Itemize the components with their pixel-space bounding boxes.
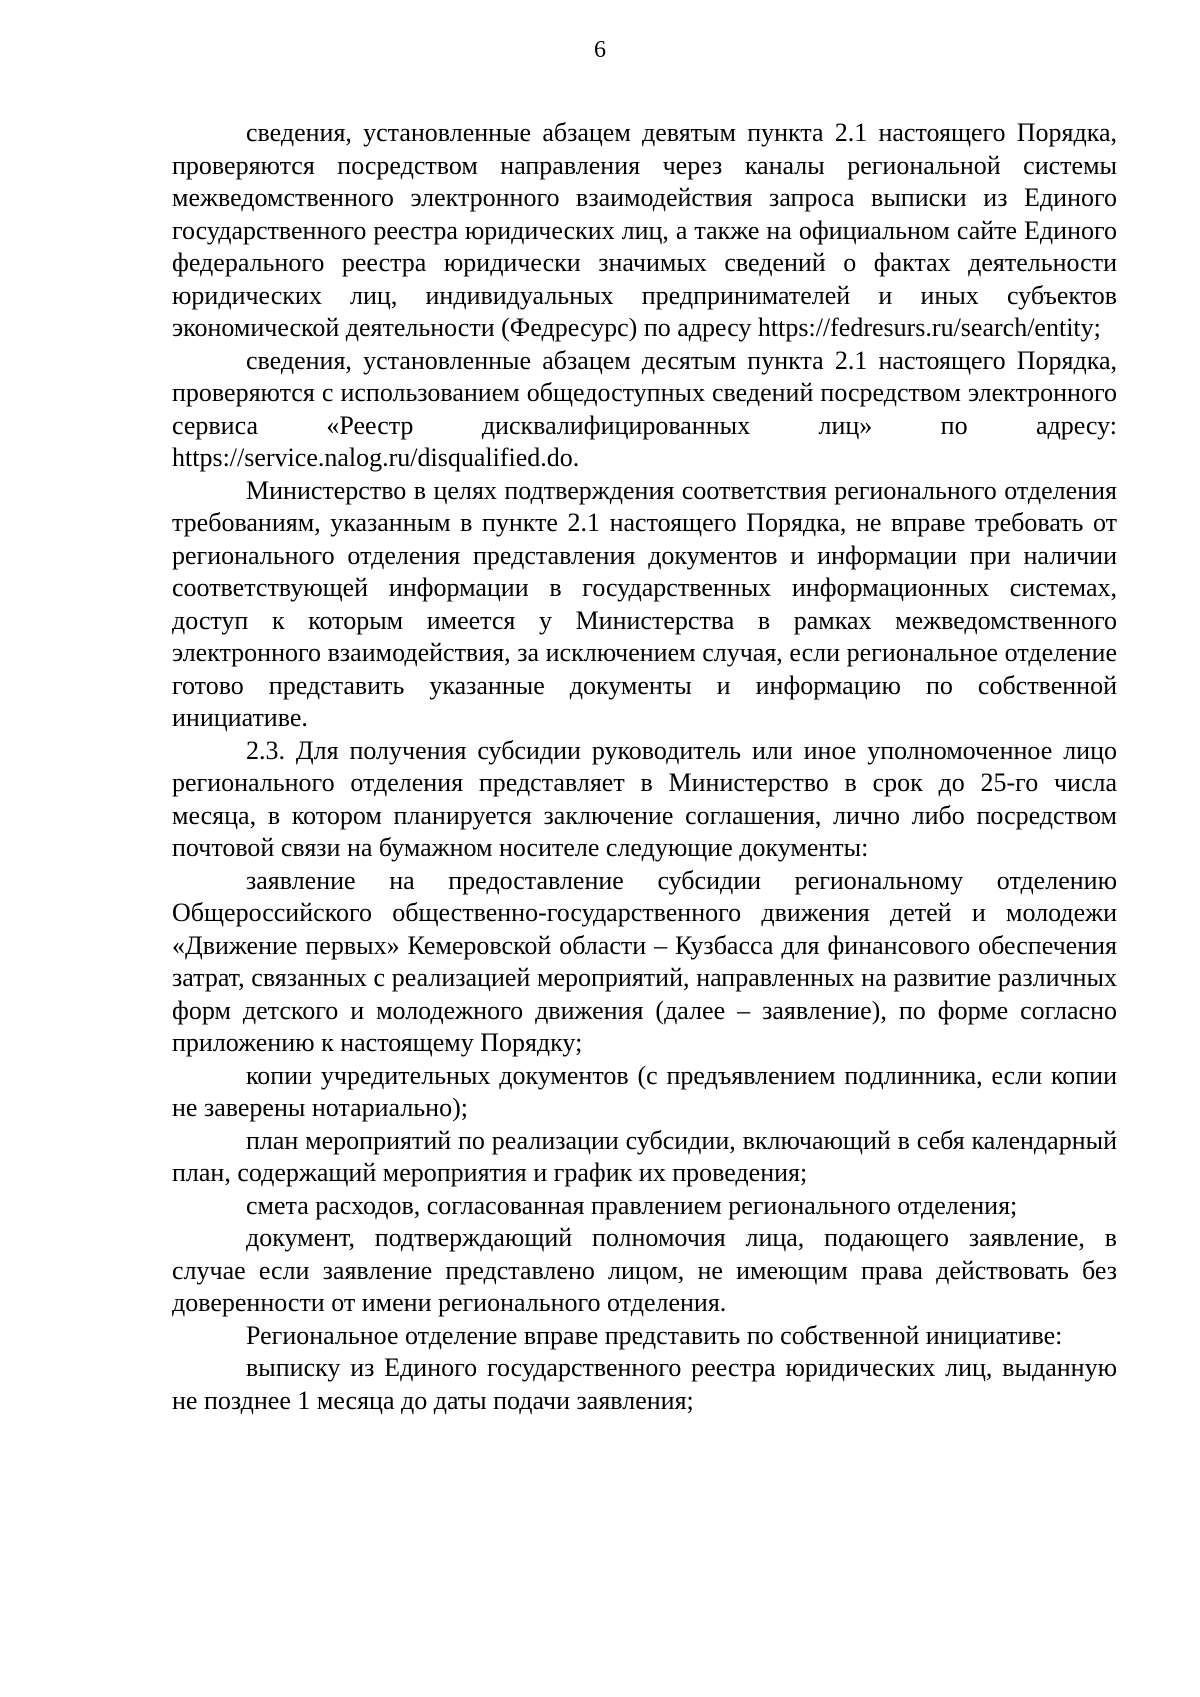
paragraph: план мероприятий по реализации субсидии, включающий в себя календарный план, содержащий мероприятия и график их проведения; bbox=[172, 1125, 1117, 1187]
paragraph: заявление на предоставление субсидии региональному отделению Общероссийского общественно-государственного движения детей и молодежи «Движение первых» Кемеровской области – Кузбасса для финансового обеспечения затрат, связанных с реализацией мероприятий, направленных на развитие различных форм детского и молодежного движения (далее – заявление), по форме согласно приложению к настоящему Порядку; bbox=[172, 865, 1117, 1057]
paragraph: Министерство в целях подтверждения соответствия регионального отделения требованиям, указанным в пункте 2.1 настоящего Порядка, не вправе требовать от регионального отделения представления документов и информации при наличии соответствующей информации в государственных информационных системах, доступ к которым имеется у Министерства в рамках межведомственного электронного взаимодействия, за исключением случая, если региональное отделение готово представить указанные документы и информацию по собственной инициативе. bbox=[172, 475, 1117, 732]
paragraph: сведения, установленные абзацем девятым пункта 2.1 настоящего Порядка, проверяются посредством направления через каналы региональной системы межведомственного электронного взаимодействия запроса выписки из Единого государственного реестра юридических лиц, а также на официальном сайте Единого федерального реестра юридически значимых сведений о фактах деятельности юридических лиц, индивидуальных предпринимателей и иных субъектов экономической деятельности (Федресурс) по адресу https://fedresurs.ru/search/entity; bbox=[172, 118, 1117, 342]
document-body bbox=[172, 117, 1117, 1417]
paragraph: документ, подтверждающий полномочия лица, подающего заявление, в случае если заявление представлено лицом, не имеющим права действовать без доверенности от имени регионального отделения. bbox=[172, 1223, 1117, 1317]
paragraph: сведения, установленные абзацем десятым пункта 2.1 настоящего Порядка, проверяются с использованием общедоступных сведений посредством электронного сервиса «Реестр дисквалифицированных лиц» по адресу: https://service.nalog.ru/disqualified.do. bbox=[172, 345, 1117, 472]
paragraph: 2.3. Для получения субсидии руководитель или иное уполномоченное лицо регионального отделения представляет в Министерство в срок до 25-го числа месяца, в котором планируется заключение соглашения, лично либо посредством почтовой связи на бумажном носителе следующие документы: bbox=[172, 735, 1117, 862]
paragraph: смета расходов, согласованная правлением регионального отделения; bbox=[246, 1190, 1018, 1220]
paragraph: копии учредительных документов (с предъявлением подлинника, если копии не заверены нотариально); bbox=[172, 1060, 1117, 1122]
page-number: 6 bbox=[594, 37, 606, 63]
paragraph: выписку из Единого государственного реестра юридических лиц, выданную не позднее 1 месяца до даты подачи заявления; bbox=[172, 1353, 1117, 1415]
paragraph: Региональное отделение вправе представить по собственной инициативе: bbox=[246, 1320, 1063, 1350]
